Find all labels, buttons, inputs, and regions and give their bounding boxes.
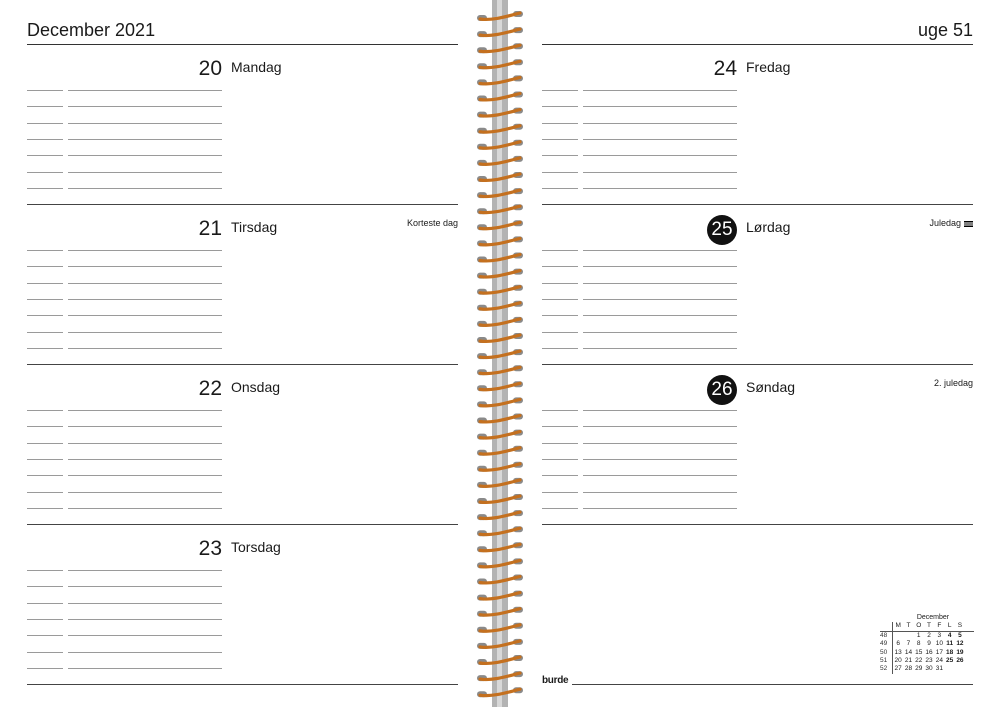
mini-calendar-week-number: 48 xyxy=(880,632,893,640)
note-rule xyxy=(68,188,222,189)
mini-calendar-week-number: 49 xyxy=(880,640,893,648)
note-rule xyxy=(68,299,222,300)
time-rule xyxy=(27,155,63,156)
note-rule xyxy=(68,155,222,156)
mini-calendar-day: 15 xyxy=(915,648,923,656)
mini-calendar-day: 8 xyxy=(916,640,921,648)
week-number: uge 51 xyxy=(917,20,973,40)
mini-calendar-day: 26 xyxy=(956,657,964,665)
day-number: 26 xyxy=(707,375,737,405)
note-rule xyxy=(583,123,737,124)
note-rule xyxy=(583,250,737,251)
mini-calendar-day: 21 xyxy=(904,657,913,665)
note-rule xyxy=(583,172,737,173)
note-rule xyxy=(68,668,222,669)
day-number: 24 xyxy=(713,57,737,80)
time-rule xyxy=(27,188,63,189)
time-rule xyxy=(27,443,63,444)
time-rule xyxy=(27,619,63,620)
note-rule xyxy=(583,139,737,140)
mini-calendar-day: 4 xyxy=(947,631,952,639)
time-rule xyxy=(542,106,578,107)
time-rule xyxy=(27,348,63,349)
mini-calendar-title: December xyxy=(916,614,950,621)
day-number: 21 xyxy=(198,217,222,240)
note-rule xyxy=(68,603,222,604)
mini-calendar-week-row xyxy=(880,632,974,640)
mini-calendar-corner xyxy=(880,622,893,630)
month-year-title: December 2021 xyxy=(27,20,156,40)
note-rule xyxy=(583,299,737,300)
note-rule xyxy=(583,332,737,333)
note-rule xyxy=(68,492,222,493)
mini-calendar-day: 10 xyxy=(935,640,943,648)
time-rule xyxy=(27,426,63,427)
time-rule xyxy=(27,570,63,571)
mini-calendar-week-row xyxy=(880,649,974,657)
mini-calendar-day: 20 xyxy=(894,657,902,665)
note-rule xyxy=(583,315,737,316)
note-rule xyxy=(68,459,222,460)
note-rule xyxy=(68,266,222,267)
mini-calendar xyxy=(880,614,974,674)
mini-calendar-day: 24 xyxy=(935,657,943,665)
mini-calendar-day: 22 xyxy=(915,657,923,665)
mini-calendar-day: 19 xyxy=(956,648,964,656)
day-number: 22 xyxy=(198,377,222,400)
time-rule xyxy=(542,266,578,267)
mini-calendar-day: 28 xyxy=(904,665,913,673)
mini-calendar-day: 23 xyxy=(925,657,933,665)
note-rule xyxy=(68,90,222,91)
mini-calendar-day: 5 xyxy=(958,631,962,639)
time-rule xyxy=(542,90,578,91)
mini-calendar-day: 29 xyxy=(915,665,923,673)
mini-calendar-week-number: 51 xyxy=(880,657,893,665)
empty-day-area xyxy=(542,365,973,525)
day-block xyxy=(27,45,458,205)
time-rule xyxy=(542,283,578,284)
day-block xyxy=(27,365,458,525)
time-rule xyxy=(27,635,63,636)
time-rule xyxy=(27,123,63,124)
day-block xyxy=(542,205,973,365)
day-name: Søndag xyxy=(746,379,796,395)
mini-calendar-weekday: S xyxy=(957,622,963,630)
mini-calendar-weekday: T xyxy=(927,622,932,630)
day-name: Lørdag xyxy=(746,219,791,235)
brand-logo: burde xyxy=(542,675,569,686)
footer-divider xyxy=(572,684,973,685)
flag-icon xyxy=(964,221,973,227)
day-note xyxy=(407,218,458,228)
mini-calendar-day: 1 xyxy=(916,631,921,639)
day-name: Tirsdag xyxy=(231,219,278,235)
time-rule xyxy=(27,475,63,476)
day-note-text: Korteste dag xyxy=(406,218,458,228)
mini-calendar-day: 30 xyxy=(925,665,933,673)
note-rule xyxy=(68,172,222,173)
note-rule xyxy=(68,283,222,284)
note-rule xyxy=(68,250,222,251)
mini-calendar-day: 6 xyxy=(896,640,900,648)
note-rule xyxy=(68,619,222,620)
time-rule xyxy=(27,250,63,251)
left-page xyxy=(0,0,470,707)
mini-calendar-weekday: L xyxy=(947,622,952,630)
time-rule xyxy=(27,603,63,604)
note-rule xyxy=(68,315,222,316)
day-separator xyxy=(542,524,973,525)
mini-calendar-week-row xyxy=(880,665,974,673)
day-separator xyxy=(27,684,458,685)
day-block xyxy=(27,205,458,365)
mini-calendar-week-row xyxy=(880,657,974,665)
time-rule xyxy=(542,348,578,349)
note-rule xyxy=(583,188,737,189)
mini-calendar-day: 18 xyxy=(946,648,954,656)
mini-calendar-day: 3 xyxy=(937,631,942,639)
time-rule xyxy=(542,123,578,124)
mini-calendar-day: 16 xyxy=(925,648,933,656)
day-name: Torsdag xyxy=(231,539,281,555)
note-rule xyxy=(583,348,737,349)
time-rule xyxy=(27,283,63,284)
day-block xyxy=(27,525,458,685)
note-rule xyxy=(68,139,222,140)
time-rule xyxy=(27,266,63,267)
time-rule xyxy=(27,410,63,411)
time-rule xyxy=(27,652,63,653)
time-rule xyxy=(27,586,63,587)
note-rule xyxy=(68,348,222,349)
mini-calendar-week-row xyxy=(880,640,974,648)
note-rule xyxy=(583,106,737,107)
mini-calendar-weekday-row xyxy=(880,622,974,631)
right-page xyxy=(530,0,1000,707)
note-rule xyxy=(68,652,222,653)
note-rule xyxy=(583,283,737,284)
mini-calendar-weekday: O xyxy=(916,622,922,630)
time-rule xyxy=(27,459,63,460)
mini-calendar-day xyxy=(955,665,965,673)
day-note-text: 2. juledag xyxy=(933,378,973,388)
note-rule xyxy=(68,410,222,411)
day-name: Onsdag xyxy=(231,379,281,395)
mini-calendar-day: 17 xyxy=(935,648,943,656)
mini-calendar-day: 25 xyxy=(946,657,954,665)
mini-calendar-day xyxy=(944,665,954,673)
time-rule xyxy=(542,172,578,173)
mini-calendar-day: 2 xyxy=(927,631,931,639)
day-note-text: Juledag xyxy=(929,218,961,228)
time-rule xyxy=(27,332,63,333)
time-rule xyxy=(27,668,63,669)
mini-calendar-week-number: 52 xyxy=(880,665,893,673)
mini-calendar-day: 31 xyxy=(935,665,943,673)
time-rule xyxy=(27,492,63,493)
note-rule xyxy=(68,426,222,427)
note-rule xyxy=(68,475,222,476)
mini-calendar-day xyxy=(903,632,913,640)
time-rule xyxy=(27,508,63,509)
note-rule xyxy=(68,332,222,333)
time-rule xyxy=(27,106,63,107)
note-rule xyxy=(68,635,222,636)
time-rule xyxy=(27,139,63,140)
mini-calendar-day: 11 xyxy=(946,640,954,648)
mini-calendar-day: 13 xyxy=(894,648,902,656)
time-rule xyxy=(542,250,578,251)
note-rule xyxy=(583,155,737,156)
spiral-binding xyxy=(470,0,530,707)
mini-calendar-day: 12 xyxy=(956,640,964,648)
time-rule xyxy=(27,299,63,300)
day-number: 25 xyxy=(707,215,737,245)
day-note xyxy=(929,218,973,228)
mini-calendar-week-number: 50 xyxy=(880,649,893,657)
spine-highlight xyxy=(497,0,502,707)
note-rule xyxy=(68,106,222,107)
note-rule xyxy=(68,443,222,444)
note-rule xyxy=(68,570,222,571)
day-name: Fredag xyxy=(746,59,791,75)
mini-calendar-weekday: T xyxy=(906,622,911,630)
time-rule xyxy=(27,315,63,316)
time-rule xyxy=(542,299,578,300)
note-rule xyxy=(68,508,222,509)
time-rule xyxy=(542,315,578,316)
time-rule xyxy=(27,172,63,173)
time-rule xyxy=(542,139,578,140)
time-rule xyxy=(542,332,578,333)
time-rule xyxy=(542,155,578,156)
mini-calendar-weekday: M xyxy=(895,622,901,630)
mini-calendar-day xyxy=(893,632,903,640)
mini-calendar-day: 27 xyxy=(894,665,902,673)
day-block xyxy=(542,45,973,205)
time-rule xyxy=(27,90,63,91)
time-rule xyxy=(542,188,578,189)
day-number: 20 xyxy=(198,57,222,80)
mini-calendar-day: 14 xyxy=(904,648,913,656)
note-rule xyxy=(68,123,222,124)
day-name: Mandag xyxy=(231,59,282,75)
mini-calendar-weekday: F xyxy=(937,622,942,630)
day-number: 23 xyxy=(198,537,222,560)
mini-calendar-day: 9 xyxy=(927,640,931,648)
note-rule xyxy=(68,586,222,587)
note-rule xyxy=(583,90,737,91)
mini-calendar-day: 7 xyxy=(906,640,911,648)
note-rule xyxy=(583,266,737,267)
